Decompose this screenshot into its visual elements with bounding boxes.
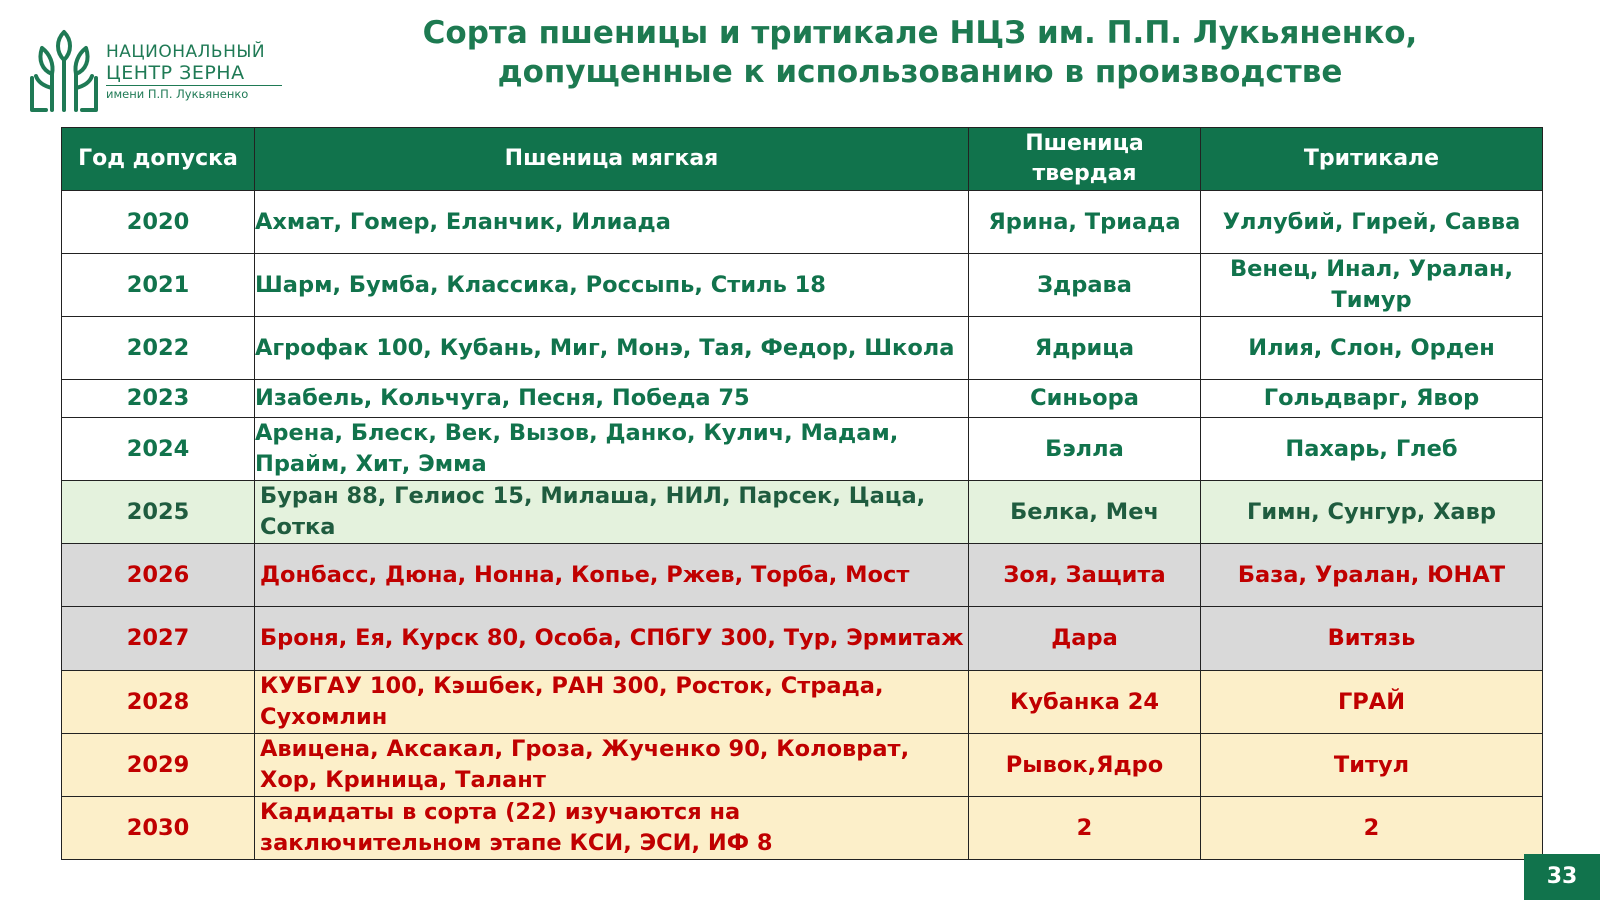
table-row xyxy=(62,607,1543,671)
cell-durum-wheat: Зоя, Защита xyxy=(969,544,1201,607)
cell-year: 2030 xyxy=(62,797,255,860)
logo-subtitle: имени П.П. Лукьяненко xyxy=(106,85,282,103)
cell-triticale: Уллубий, Гирей, Савва xyxy=(1201,191,1543,254)
header-durum-line2: твердая xyxy=(1032,161,1137,186)
cell-triticale: Пахарь, Глеб xyxy=(1201,418,1543,481)
cell-soft-wheat: Донбасс, Дюна, Нонна, Копье, Ржев, Торба, Мост xyxy=(255,544,969,607)
table-row xyxy=(62,191,1543,254)
cell-soft-wheat: Арена, Блеск, Век, Вызов, Данко, Кулич, Мадам, Прайм, Хит, Эмма xyxy=(255,418,969,481)
logo-title-line2: ЦЕНТР ЗЕРНА xyxy=(106,62,245,84)
header-year: Год допуска xyxy=(62,128,255,191)
table-row xyxy=(62,734,1543,797)
header-soft-wheat: Пшеница мягкая xyxy=(255,128,969,191)
cell-year: 2020 xyxy=(62,191,255,254)
cell-soft-wheat: Броня, Ея, Курск 80, Особа, СПбГУ 300, Тур, Эрмитаж xyxy=(255,607,969,671)
table-row xyxy=(62,418,1543,481)
header-durum-line1: Пшеница xyxy=(1025,131,1144,156)
cell-triticale: 2 xyxy=(1201,797,1543,860)
cell-durum-wheat: 2 xyxy=(969,797,1201,860)
table-row xyxy=(62,317,1543,380)
cell-triticale: ГРАЙ xyxy=(1201,671,1543,734)
cell-soft-wheat: КУБГАУ 100, Кэшбек, РАН 300, Росток, Страда, Сухомлин xyxy=(255,671,969,734)
cell-year: 2024 xyxy=(62,418,255,481)
cell-triticale: Витязь xyxy=(1201,607,1543,671)
page-number: 33 xyxy=(1524,854,1600,900)
page-title xyxy=(320,14,1520,92)
cell-durum-wheat: Кубанка 24 xyxy=(969,671,1201,734)
cell-year: 2021 xyxy=(62,254,255,317)
cell-triticale: Гольдварг, Явор xyxy=(1201,380,1543,418)
table-row xyxy=(62,671,1543,734)
cell-year: 2029 xyxy=(62,734,255,797)
cell-triticale: Илия, Слон, Орден xyxy=(1201,317,1543,380)
cell-triticale: Гимн, Сунгур, Хавр xyxy=(1201,481,1543,544)
cell-year: 2027 xyxy=(62,607,255,671)
table-header-row xyxy=(62,128,1543,191)
table-row xyxy=(62,544,1543,607)
cell-durum-wheat: Здрава xyxy=(969,254,1201,317)
cell-triticale: База, Уралан, ЮНАТ xyxy=(1201,544,1543,607)
header-durum-wheat xyxy=(969,128,1201,191)
page-title-line1: Сорта пшеницы и тритикале НЦЗ им. П.П. Лукьяненко, xyxy=(422,15,1418,51)
cell-year: 2022 xyxy=(62,317,255,380)
table-row xyxy=(62,481,1543,544)
page-title-line2: допущенные к использованию в производстве xyxy=(497,54,1343,90)
cell-year: 2025 xyxy=(62,481,255,544)
logo-title-line1: НАЦИОНАЛЬНЫЙ xyxy=(106,42,266,62)
cell-soft-wheat: Буран 88, Гелиос 15, Милаша, НИЛ, Парсек, Цаца, Сотка xyxy=(255,481,969,544)
table-row xyxy=(62,797,1543,860)
cell-soft-wheat: Кадидаты в сорта (22) изучаются на заключительном этапе КСИ, ЭСИ, ИФ 8 xyxy=(255,797,969,860)
header-triticale: Тритикале xyxy=(1201,128,1543,191)
cell-year: 2028 xyxy=(62,671,255,734)
cell-triticale: Титул xyxy=(1201,734,1543,797)
cell-durum-wheat: Дара xyxy=(969,607,1201,671)
cell-soft-wheat: Изабель, Кольчуга, Песня, Победа 75 xyxy=(255,380,969,418)
table-row xyxy=(62,254,1543,317)
wheat-sprout-icon xyxy=(28,28,100,114)
cell-durum-wheat: Ядрица xyxy=(969,317,1201,380)
cell-soft-wheat: Ахмат, Гомер, Еланчик, Илиада xyxy=(255,191,969,254)
varieties-table xyxy=(61,127,1543,860)
cell-durum-wheat: Бэлла xyxy=(969,418,1201,481)
cell-soft-wheat: Авицена, Аксакал, Гроза, Жученко 90, Коловрат, Хор, Криница, Талант xyxy=(255,734,969,797)
cell-durum-wheat: Рывок,Ядро xyxy=(969,734,1201,797)
cell-year: 2026 xyxy=(62,544,255,607)
cell-triticale: Венец, Инал, Уралан, Тимур xyxy=(1201,254,1543,317)
cell-soft-wheat: Шарм, Бумба, Классика, Россыпь, Стиль 18 xyxy=(255,254,969,317)
cell-durum-wheat: Белка, Меч xyxy=(969,481,1201,544)
logo xyxy=(28,28,288,114)
table-row xyxy=(62,380,1543,418)
cell-durum-wheat: Ярина, Триада xyxy=(969,191,1201,254)
cell-soft-wheat: Агрофак 100, Кубань, Миг, Монэ, Тая, Федор, Школа xyxy=(255,317,969,380)
cell-year: 2023 xyxy=(62,380,255,418)
cell-durum-wheat: Синьора xyxy=(969,380,1201,418)
